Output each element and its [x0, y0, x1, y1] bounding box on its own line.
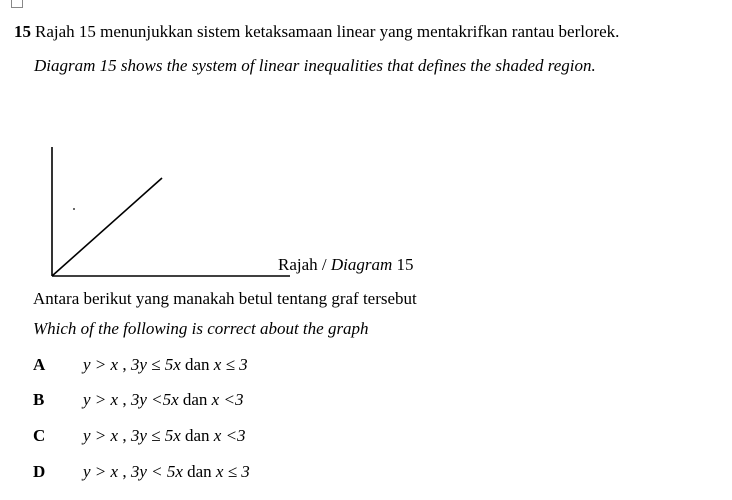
option-letter: A [33, 355, 46, 374]
caption-number: 15 [392, 255, 414, 274]
inequality-2: 3y ≤ 5x [130, 426, 181, 445]
joiner: dan [187, 462, 212, 481]
inequality-2: 3y <5x [130, 390, 179, 409]
inequality-2: 3y ≤ 5x [130, 355, 181, 374]
question-malay-body: Rajah 15 menunjukkan sistem ketaksamaan linear yang mentakrifkan rantau berlorek. [35, 22, 620, 41]
prompt-malay: Antara berikut yang manakah betul tentang graf tersebut [33, 289, 417, 308]
option-letter: C [33, 426, 46, 445]
option-letter: B [33, 390, 45, 409]
question-number: 15 [14, 22, 31, 41]
joiner: dan [184, 355, 210, 374]
separator: , [118, 355, 131, 374]
inequality-1: y > x [83, 462, 119, 481]
option-text [83, 390, 243, 410]
diagram-caption [278, 255, 414, 275]
separator: , [118, 426, 131, 445]
joiner: dan [182, 390, 208, 409]
option-text [83, 462, 250, 482]
caption-english: Diagram [330, 255, 393, 274]
inequality-1: y > x [83, 426, 119, 445]
inequality-3: x <3 [211, 390, 244, 409]
option-letter: D [33, 462, 46, 481]
marker-dot [73, 208, 75, 210]
inequality-3: x ≤ 3 [215, 462, 250, 481]
inequality-1: y > x [83, 355, 119, 374]
inequality-2: 3y < 5x [130, 462, 183, 481]
inequality-3: x <3 [213, 426, 246, 445]
joiner: dan [184, 426, 210, 445]
separator: , [118, 462, 131, 481]
option-text [83, 355, 248, 375]
question-text-english: Diagram 15 shows the system of linear inequalities that defines the shaded region. [34, 56, 596, 75]
line-y-equals-x [52, 178, 162, 276]
caption-malay: Rajah / [278, 255, 331, 274]
prompt-english: Which of the following is correct about the graph [33, 319, 369, 338]
inequality-3: x ≤ 3 [213, 355, 248, 374]
separator: , [118, 390, 131, 409]
inequality-1: y > x [83, 390, 119, 409]
option-text [83, 426, 246, 446]
